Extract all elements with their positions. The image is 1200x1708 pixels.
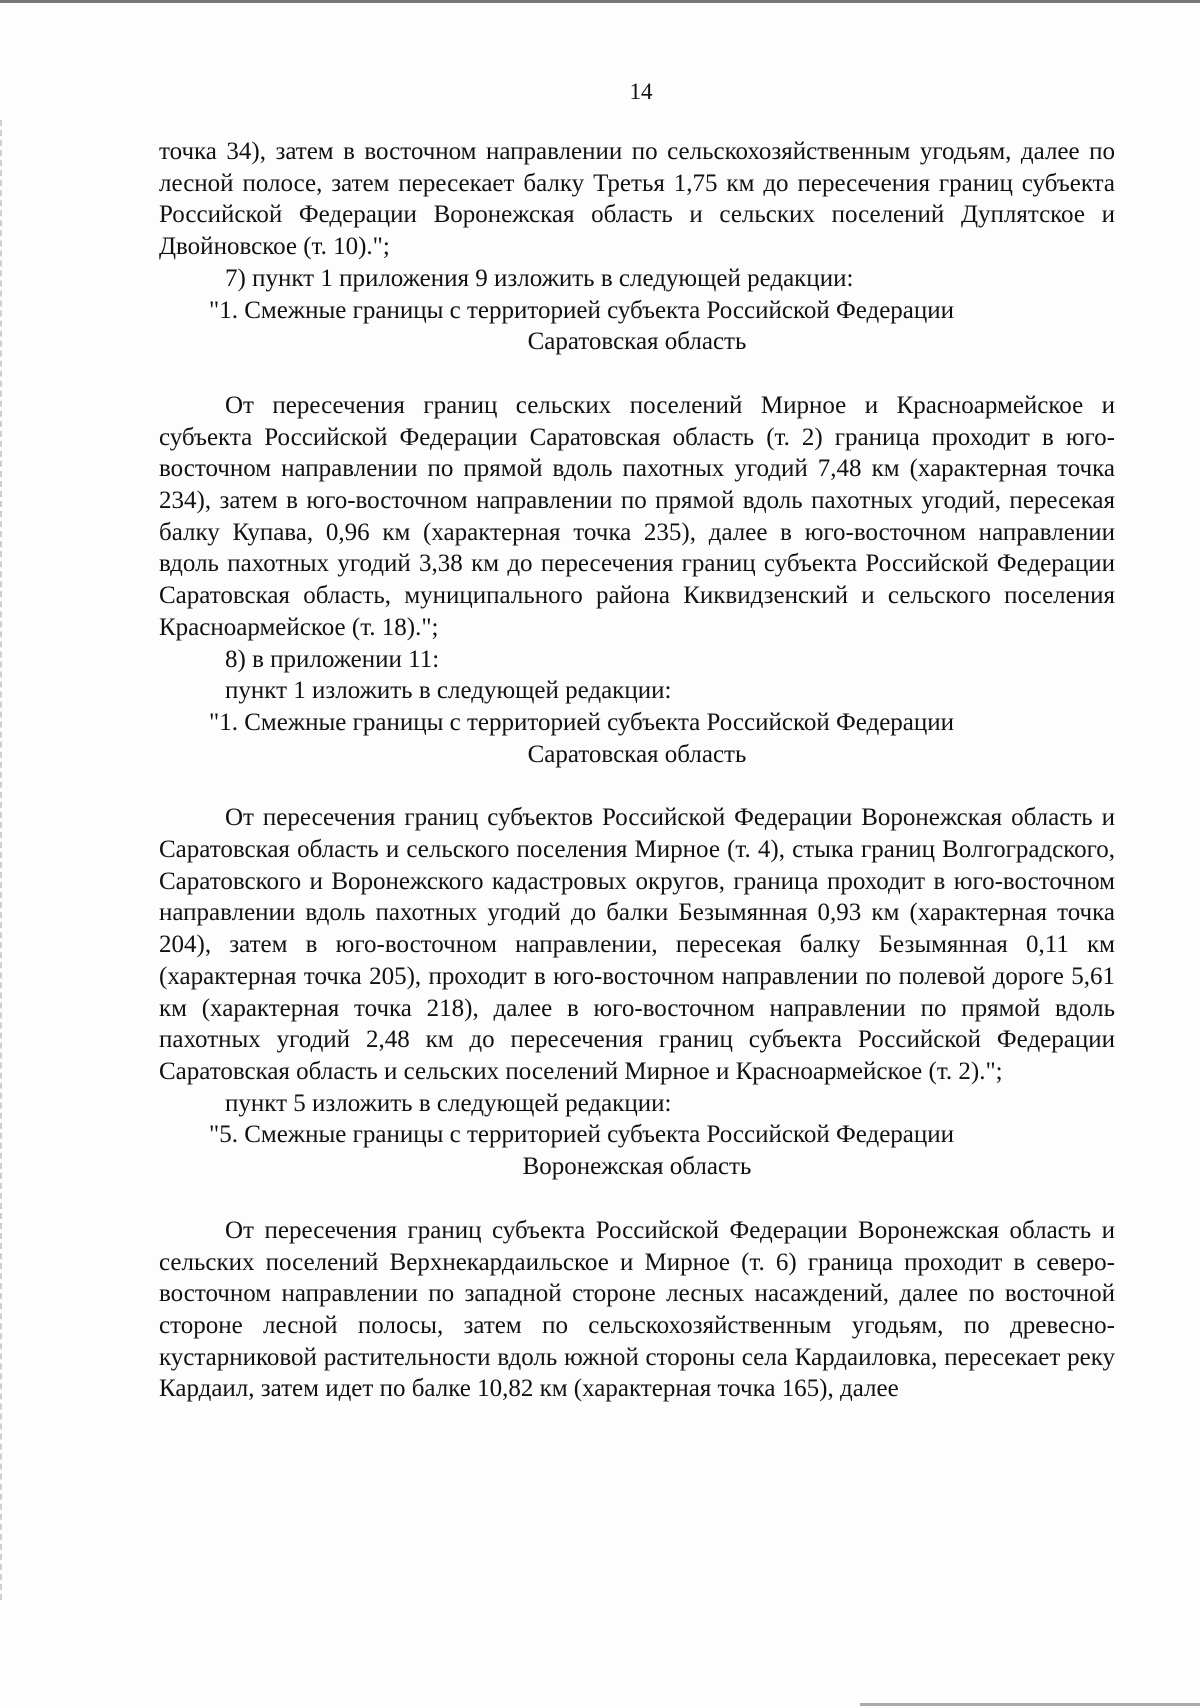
scan-edge-left (0, 120, 4, 1600)
section-heading: "1. Смежные границы с территорией субъекта Российской Федерации (209, 296, 955, 324)
paragraph: 8) в приложении 11: (225, 645, 440, 673)
paragraph: От пересечения границ сельских поселений Мирное и Красноармейское и субъекта Российской Федерации Саратовская область (т. 2) граница проходит в юго-восточном направлении по прямой вдоль пахотных угодий 7,48 км (характерная точка 234), затем в юго-восточном направлении по прямой вдоль пахотных угодий, пересекая балку Купава, 0,96 км (характерная точка 235), далее в юго-восточном направлении вдоль пахотных угодий 3,38 км до пересечения границ субъекта Российской Федерации Саратовская область, муниципального района Киквидзенский и сельского поселения Красноармейское (т. 18)."; (159, 391, 1115, 641)
paragraph: точка 34), затем в восточном направлении по сельскохозяйственным угодьям, далее по лесной полосе, затем пересекает балку Третья 1,75 км до пересечения границ субъекта Российской Федерации Воронежская область и сельских поселений Дуплятское и Двойновское (т. 10)."; (159, 138, 1115, 261)
paragraph-gap (159, 770, 1115, 802)
section-subheading: Воронежская область (522, 1153, 752, 1181)
section-heading: "1. Смежные границы с территорией субъекта Российской Федерации (209, 708, 955, 736)
page-number: 14 (629, 79, 653, 104)
scan-edge-bottom (860, 1703, 1200, 1706)
section-subheading: Саратовская область (527, 328, 747, 356)
scan-edge-top (0, 0, 1200, 3)
paragraph: пункт 5 изложить в следующей редакции: (225, 1089, 672, 1117)
paragraph: От пересечения границ субъектов Российской Федерации Воронежская область и Саратовская область и сельского поселения Мирное (т. 4), стыка границ Волгоградского, Саратовского и Воронежского кадастровых округов, граница проходит в юго-восточном направлении вдоль пахотных угодий до балки Безымянная 0,93 км (характерная точка 204), затем в юго-восточном направлении, пересекая балку Безымянная 0,11 км (характерная точка 205), проходит в юго-восточном направлении по полевой дороге 5,61 км (характерная точка 218), далее в юго-восточном направлении по прямой вдоль пахотных угодий 2,48 км до пересечения границ субъекта Российской Федерации Саратовская область и сельских поселений Мирное и Красноармейское (т. 2)."; (159, 804, 1115, 1085)
paragraph-gap (159, 358, 1115, 390)
paragraph-gap (159, 1183, 1115, 1215)
document-body (159, 136, 1115, 1405)
paragraph: 7) пункт 1 приложения 9 изложить в следующей редакции: (225, 264, 854, 292)
paragraph: пункт 1 изложить в следующей редакции: (225, 677, 672, 705)
section-subheading: Саратовская область (527, 740, 747, 768)
section-heading: "5. Смежные границы с территорией субъекта Российской Федерации (209, 1121, 955, 1149)
paragraph: От пересечения границ субъекта Российской Федерации Воронежская область и сельских поселений Верхнекардаильское и Мирное (т. 6) граница проходит в северо-восточном направлении по западной стороне лесных насаждений, далее по восточной стороне лесной полосы, затем по сельскохозяйственным угодьям, по древесно-кустарниковой растительности вдоль южной стороны села Кардаиловка, пересекает реку Кардаил, затем идет по балке 10,82 км (характерная точка 165), далее (159, 1216, 1115, 1403)
